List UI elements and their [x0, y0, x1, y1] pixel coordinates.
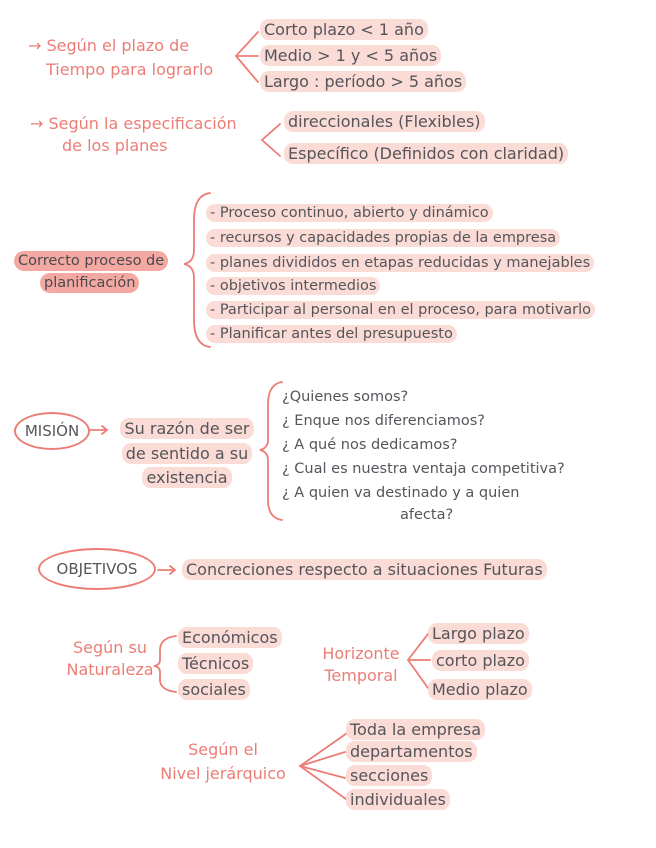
jerarquico-item-secciones: secciones	[346, 768, 432, 784]
proceso-item-1: - Proceso continuo, abierto y dinámico	[206, 206, 493, 221]
proceso-label-line1: Correcto proceso de	[14, 254, 168, 269]
jerarquico-label-line1: Según el	[188, 740, 258, 759]
mision-question-5-cont: afecta?	[400, 507, 454, 523]
objetivos-title: OBJETIVOS	[56, 560, 138, 578]
especificacion-label-line1: → Según la especificación	[30, 114, 237, 133]
especificacion-label-line2: de los planes	[62, 136, 168, 155]
plazo-label-line2: Tiempo para lograrlo	[46, 60, 214, 79]
proceso-label-line2: planificación	[40, 276, 139, 291]
plazo-item-medio: Medio > 1 y < 5 años	[260, 48, 441, 64]
mision-title: MISIÓN	[24, 422, 80, 440]
naturaleza-item-tecnicos: Técnicos	[178, 656, 253, 672]
objetivos-oval	[38, 548, 156, 590]
naturaleza-item-sociales: sociales	[178, 682, 250, 698]
mision-desc-line3: existencia	[112, 470, 262, 486]
mision-question-2: ¿ Enque nos diferenciamos?	[282, 413, 485, 429]
plazo-item-largo: Largo : período > 5 años	[260, 74, 466, 90]
objetivos-desc: Concreciones respecto a situaciones Futuras	[182, 562, 547, 578]
horizonte-label-line2: Temporal	[324, 666, 398, 685]
mision-question-5: ¿ A quien va destinado y a quien	[282, 485, 520, 501]
plazo-item-corto: Corto plazo < 1 año	[260, 22, 428, 38]
horizonte-item-corto: corto plazo	[432, 653, 529, 669]
especificacion-item-direccionales: direccionales (Flexibles)	[284, 114, 485, 130]
horizonte-item-medio: Medio plazo	[428, 682, 532, 698]
naturaleza-item-economicos: Económicos	[178, 630, 282, 646]
proceso-item-3: - planes divididos en etapas reducidas y manejables	[206, 256, 594, 271]
especificacion-item-especifico: Específico (Definidos con claridad)	[284, 146, 568, 162]
mision-question-4: ¿ Cual es nuestra ventaja competitiva?	[282, 461, 565, 477]
proceso-item-4: - objetivos intermedios	[206, 279, 380, 294]
naturaleza-label-line2: Naturaleza	[66, 660, 154, 679]
proceso-item-2: - recursos y capacidades propias de la empresa	[206, 231, 560, 246]
mision-question-3: ¿ A qué nos dedicamos?	[282, 437, 458, 453]
mision-desc-line2: de sentido a su	[112, 446, 262, 462]
jerarquico-label-line2: Nivel jerárquico	[160, 764, 286, 783]
jerarquico-item-departamentos: departamentos	[346, 744, 477, 760]
horizonte-label-line1: Horizonte	[322, 644, 400, 663]
proceso-item-5: - Participar al personal en el proceso, para motivarlo	[206, 303, 595, 318]
mision-question-1: ¿Quienes somos?	[282, 389, 409, 405]
jerarquico-item-individuales: individuales	[346, 792, 450, 808]
horizonte-item-largo: Largo plazo	[428, 626, 529, 642]
plazo-label-line1: → Según el plazo de	[28, 36, 190, 55]
mision-oval	[14, 412, 90, 450]
jerarquico-item-empresa: Toda la empresa	[346, 722, 485, 738]
mision-desc-line1: Su razón de ser	[112, 421, 262, 437]
proceso-item-6: - Planificar antes del presupuesto	[206, 327, 457, 342]
naturaleza-label-line1: Según su	[73, 638, 147, 657]
